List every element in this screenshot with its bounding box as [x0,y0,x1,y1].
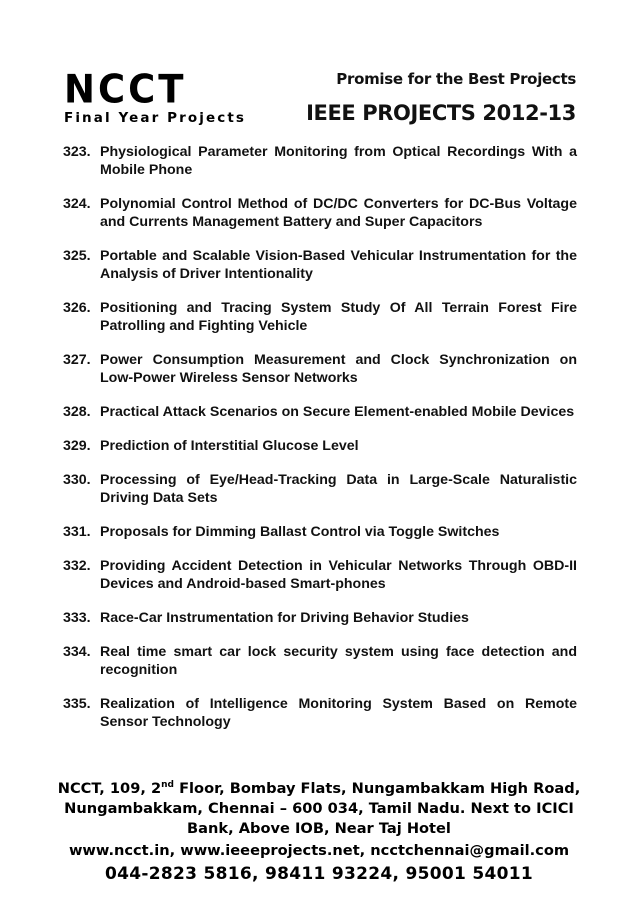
item-title: Race-Car Instrumentation for Driving Behavior Studies [100,610,469,626]
item-number: 328. [63,404,91,420]
item-title: Portable and Scalable Vision-Based Vehicular Instrumentation for the Analysis of Driver Intentionality [100,248,577,282]
item-number: 326. [63,300,91,316]
contact-footer [56,779,582,885]
page-title: IEEE PROJECTS 2012-13 [306,101,576,125]
item-number: 335. [63,696,91,712]
list-item [63,143,577,179]
item-title: Proposals for Dimming Ballast Control via Toggle Switches [100,524,500,540]
web-contacts: www.ncct.in, www.ieeeprojects.net, ncctchennai@gmail.com [68,842,570,859]
item-title: Polynomial Control Method of DC/DC Converters for DC-Bus Voltage and Currents Management Battery and Super Capacitors [100,196,577,230]
item-number: 323. [63,144,91,160]
item-title: Prediction of Interstitial Glucose Level [100,438,359,454]
item-title: Physiological Parameter Monitoring from Optical Recordings With a Mobile Phone [100,144,577,178]
address-superscript: nd [161,780,174,791]
list-item [63,351,577,387]
ncct-logo [64,66,247,126]
item-number: 331. [63,524,91,540]
address [56,779,582,839]
item-title: Practical Attack Scenarios on Secure Element-enabled Mobile Devices [100,404,575,420]
tagline: Promise for the Best Projects [336,70,576,88]
list-item [63,247,577,283]
list-item [63,695,577,731]
address-part1: NCCT, 109, 2 [57,780,162,797]
item-title: Processing of Eye/Head-Tracking Data in Large-Scale Naturalistic Driving Data Sets [100,472,577,506]
item-number: 333. [63,610,91,626]
list-item [63,195,577,231]
list-item [63,299,577,335]
item-number: 329. [63,438,91,454]
project-list [63,143,577,747]
logo-main-text: NCCT [64,66,187,112]
list-item [63,437,577,455]
item-number: 330. [63,472,91,488]
item-number: 332. [63,558,91,574]
phone-numbers: 044-2823 5816, 98411 93224, 95001 54011 [105,864,533,884]
list-item [63,643,577,679]
item-title: Positioning and Tracing System Study Of All Terrain Forest Fire Patrolling and Fighting Vehicle [100,300,577,334]
item-number: 334. [63,644,91,660]
logo-sub-text: Final Year Projects [64,110,247,126]
item-title: Real time smart car lock security system using face detection and recognition [100,644,577,678]
list-item [63,471,577,507]
address-part2: Floor, Bombay Flats, Nungambakkam High Road, Nungambakkam, Chennai – 600 034, Tamil Nadu. Next to ICICI Bank, Above IOB, Near Taj Hotel [64,780,581,837]
list-item [63,557,577,593]
item-number: 327. [63,352,91,368]
item-title: Realization of Intelligence Monitoring System Based on Remote Sensor Technology [100,696,577,730]
list-item [63,403,577,421]
item-title: Power Consumption Measurement and Clock Synchronization on Low-Power Wireless Sensor Networks [100,352,577,386]
item-title: Providing Accident Detection in Vehicular Networks Through OBD-II Devices and Android-based Smart-phones [100,558,577,592]
list-item [63,523,577,541]
item-number: 325. [63,248,91,264]
list-item [63,609,577,627]
item-number: 324. [63,196,91,212]
